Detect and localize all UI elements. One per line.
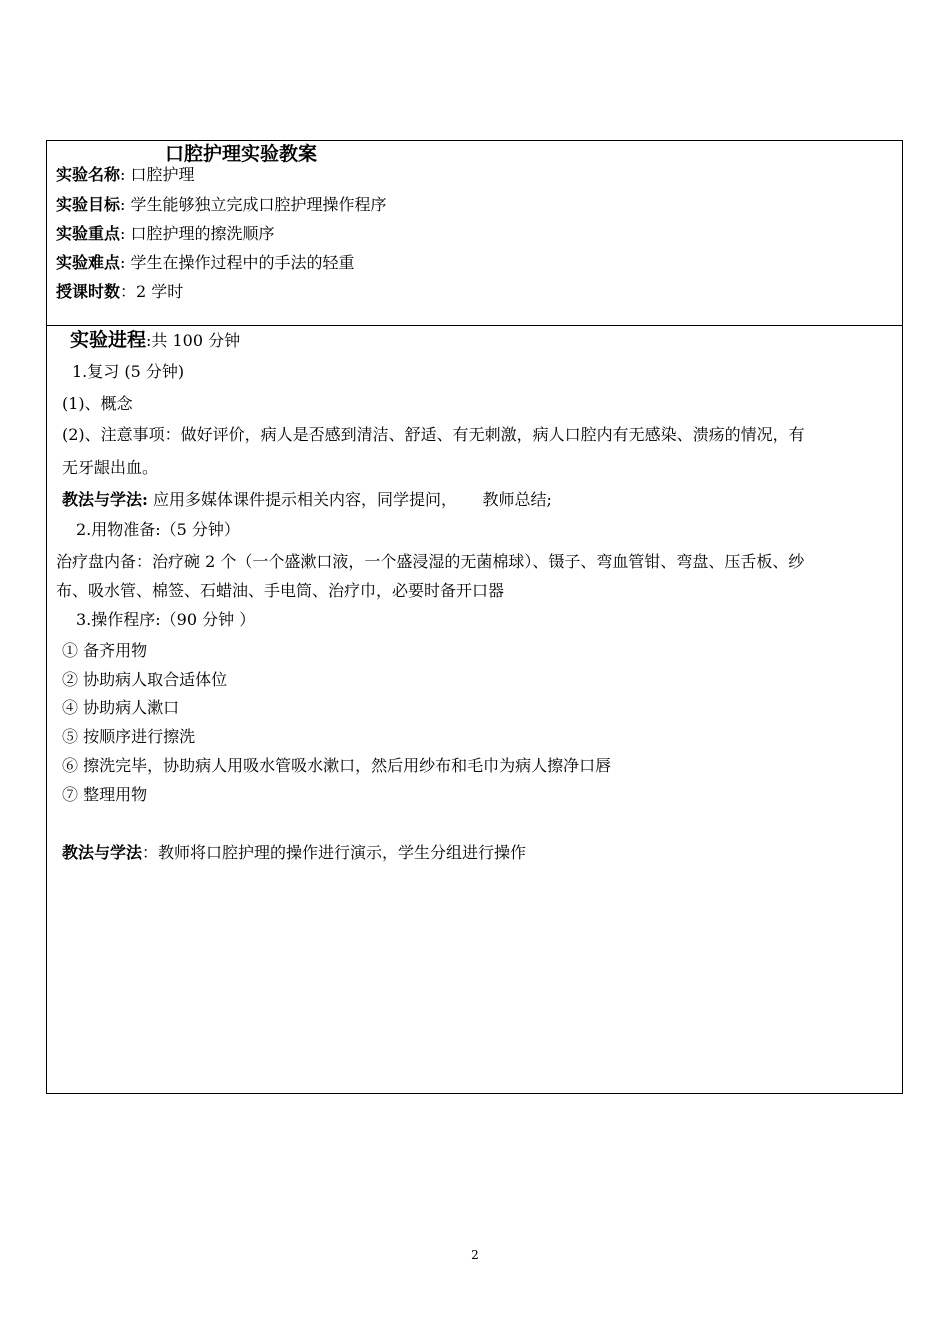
tray-line-2: 布、吸水管、棉签、石蜡油、手电筒、治疗巾，必要时备开口器 [56,581,505,600]
info-label: 实验目标 [56,195,121,214]
teaching-method-2 [62,843,526,863]
info-label: 实验重点 [56,224,121,243]
method-label: 教法与学法: [62,490,148,509]
procedure-step: ① 备齐用物 [62,641,148,660]
procedure-heading: 3.操作程序:（90 分钟 ） [76,610,256,629]
notes-line-2: 无牙龈出血。 [62,458,159,477]
info-label: 实验难点 [56,253,121,272]
info-difficulty [56,253,355,273]
teaching-method-1 [62,490,552,510]
procedure-step: ② 协助病人取合适体位 [62,670,228,689]
header-section [47,141,902,326]
info-separator: : [120,165,131,184]
procedure-step: ④ 协助病人漱口 [62,698,180,717]
review-heading: 1.复习 (5 分钟) [72,362,185,381]
info-label: 授课时数 [56,282,121,301]
info-label: 实验名称 [56,165,121,184]
progress-label: 实验进程 [70,329,147,351]
progress-heading [70,328,240,353]
info-separator: ： [120,282,137,301]
progress-total: :共 100 分钟 [146,331,241,350]
prep-heading: 2.用物准备:（5 分钟） [76,520,240,539]
info-separator: : [120,253,131,272]
procedure-step: ⑦ 整理用物 [62,785,148,804]
document-title: 口腔护理实验教案 [165,143,318,165]
lesson-plan-table [46,140,903,1094]
info-value: 2 学时 [136,282,184,301]
info-value: 口腔护理的擦洗顺序 [130,224,275,243]
tray-line-1: 治疗盘内备：治疗碗 2 个（一个盛漱口液，一个盛浸湿的无菌棉球）、镊子、弯血管钳、弯盘、压舌板、纱 [56,552,805,571]
info-key-point [56,224,275,244]
method-label: 教法与学法 [62,843,143,862]
info-class-hours [56,282,183,302]
info-experiment-goal [56,195,387,215]
concept-item: (1)、概念 [62,394,133,413]
progress-section [47,326,902,1094]
info-value: 学生在操作过程中的手法的轻重 [130,253,355,272]
info-separator: : [120,195,131,214]
info-experiment-name [56,165,195,185]
notes-line-1: (2)、注意事项：做好评价，病人是否感到清洁、舒适、有无刺激，病人口腔内有无感染、溃疡的情况，有 [62,425,805,444]
page-number: 2 [471,1248,479,1262]
info-separator: : [120,224,131,243]
method-text: 应用多媒体课件提示相关内容，同学提问， 教师总结; [147,490,552,509]
info-value: 口腔护理 [130,165,195,184]
procedure-step: ⑥ 擦洗完毕，协助病人用吸水管吸水漱口，然后用纱布和毛巾为病人擦净口唇 [62,756,612,775]
method-text: ：教师将口腔护理的操作进行演示，学生分组进行操作 [142,843,527,862]
procedure-step: ⑤ 按顺序进行擦洗 [62,727,196,746]
info-value: 学生能够独立完成口腔护理操作程序 [130,195,387,214]
